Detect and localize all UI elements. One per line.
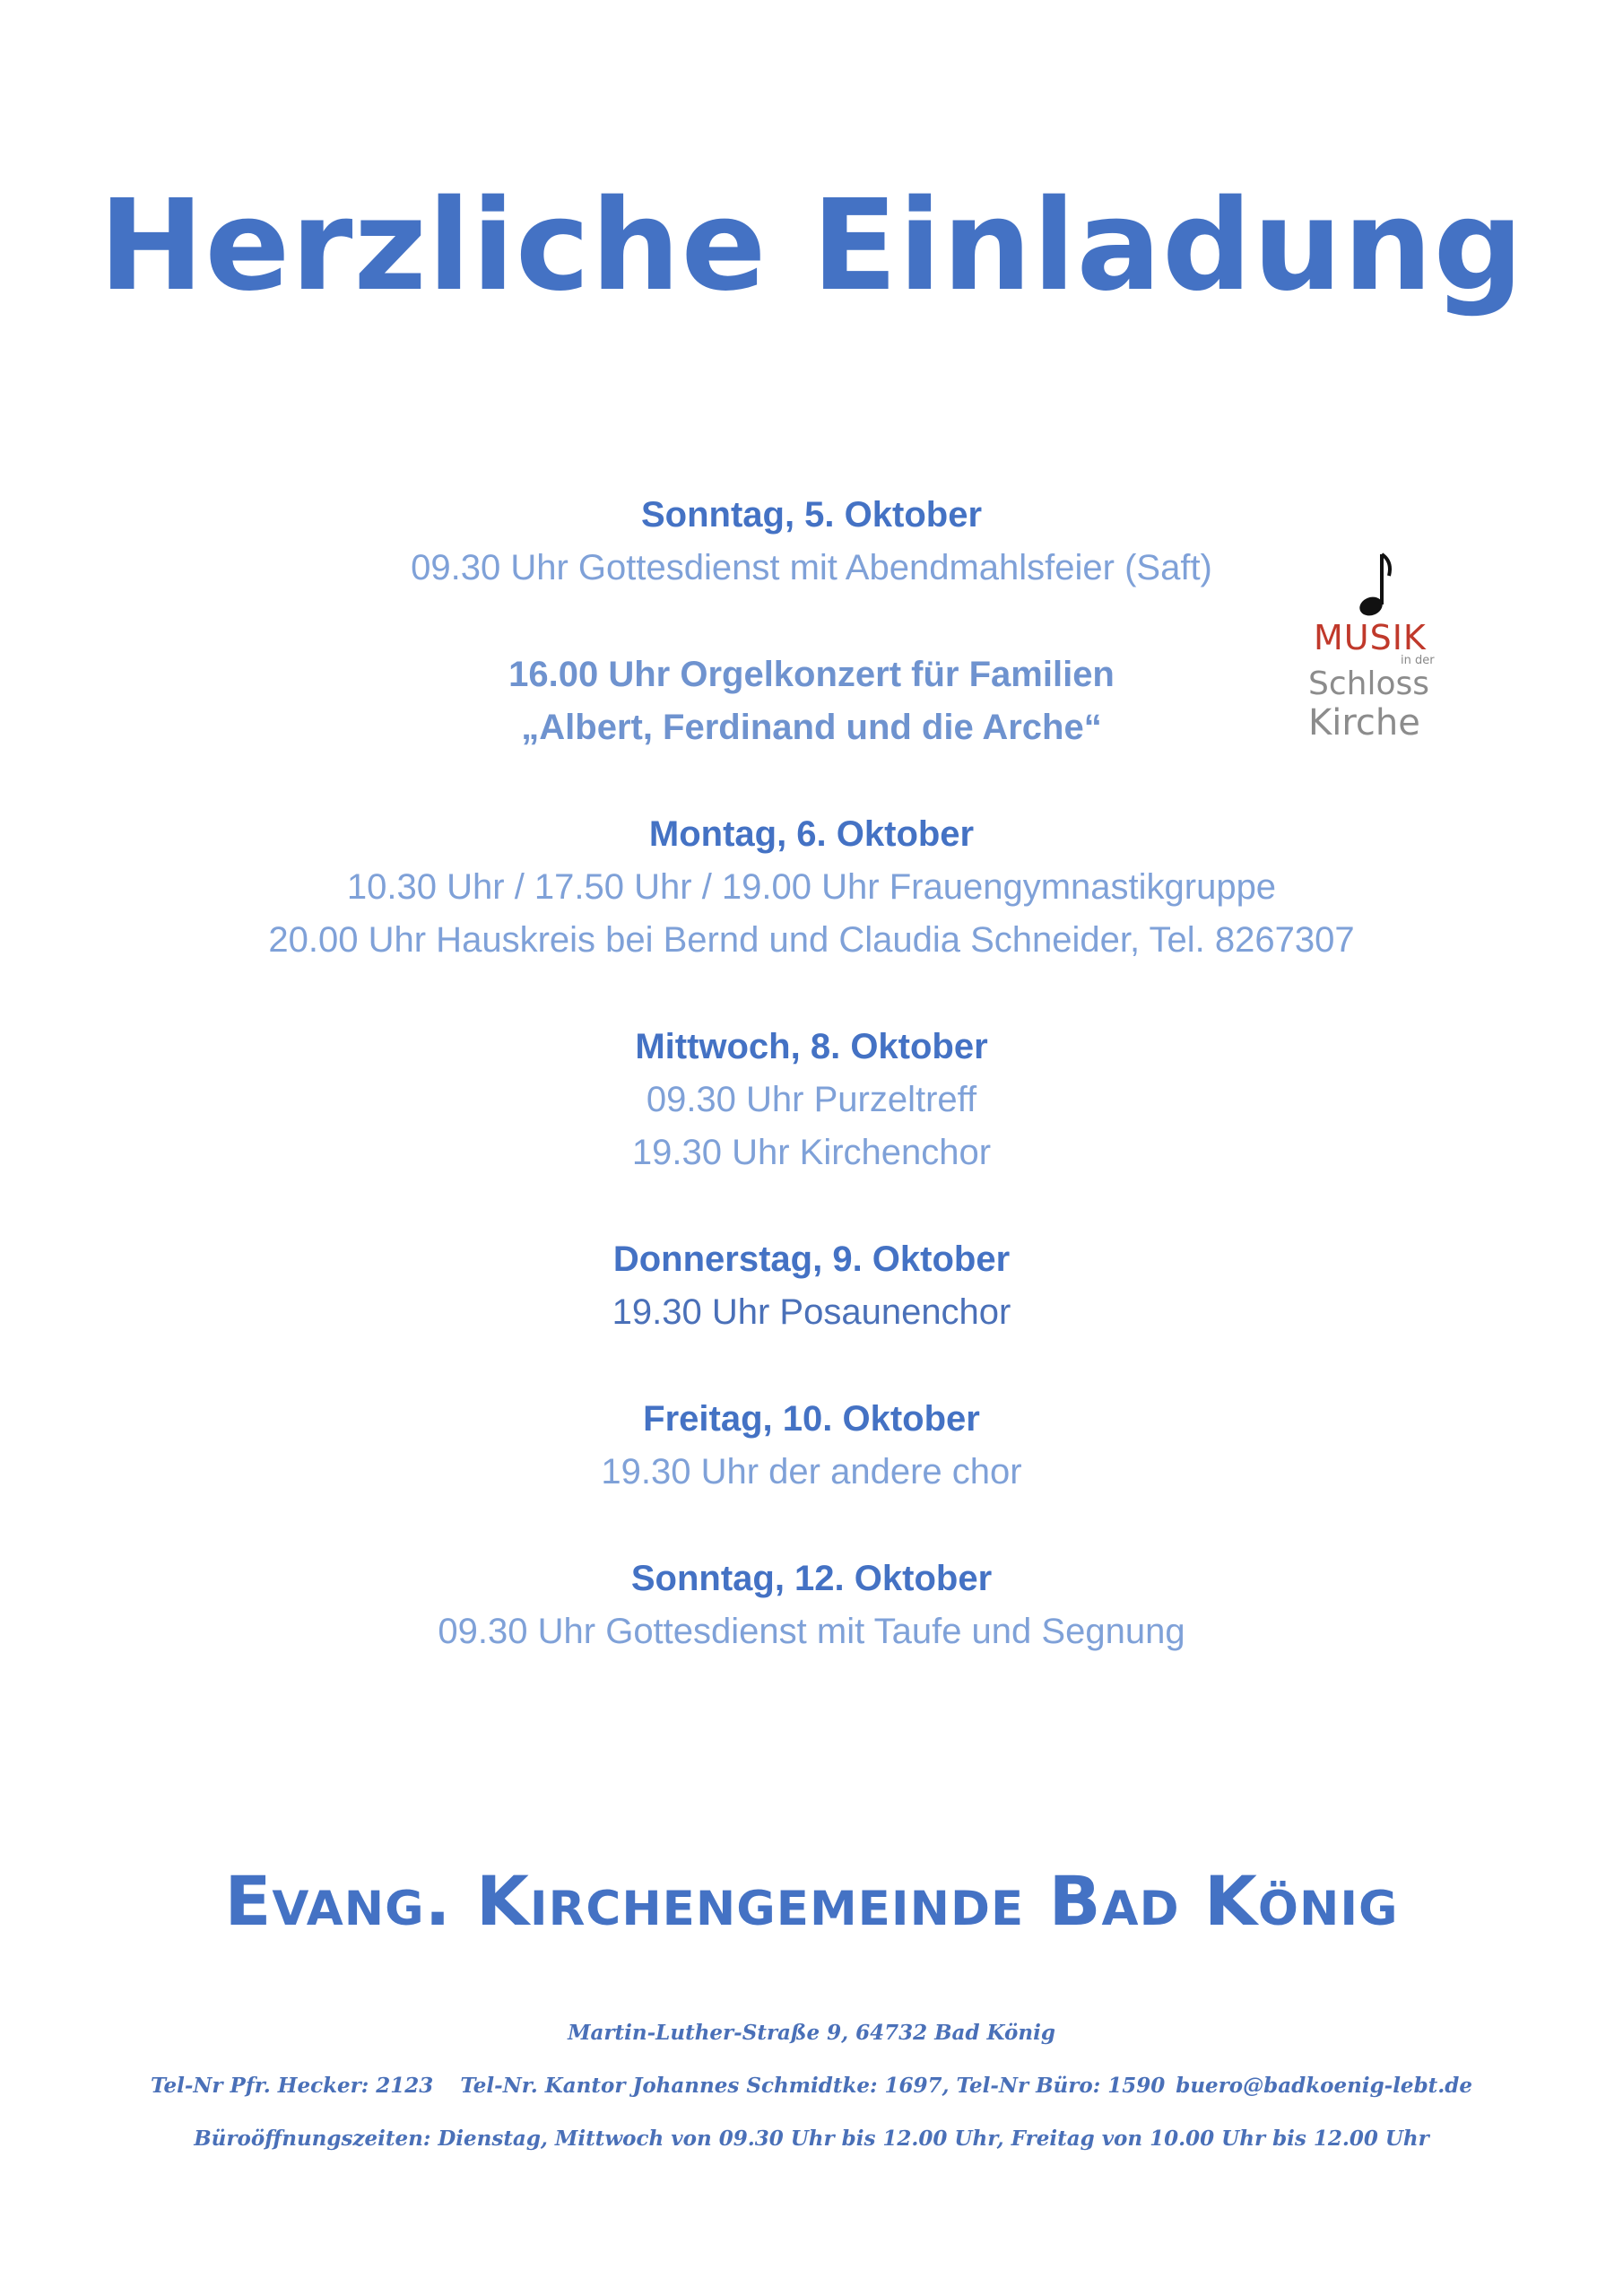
schedule-day-3 bbox=[0, 1021, 1623, 1179]
event-line: 19.30 Uhr Posaunenchor bbox=[612, 1292, 1011, 1332]
logo-kirche-text: Kirche bbox=[1308, 702, 1420, 744]
organization-name: Evang. Kirchengemeinde Bad König bbox=[224, 1861, 1399, 1941]
event-line: 20.00 Uhr Hauskreis bei Bernd und Claudia Schneider, Tel. 8267307 bbox=[268, 920, 1355, 960]
schedule-day-5 bbox=[0, 1393, 1623, 1499]
day-heading: Mittwoch, 8. Oktober bbox=[635, 1027, 988, 1066]
event-line: 19.30 Uhr der andere chor bbox=[601, 1452, 1022, 1492]
event-line: 09.30 Uhr Gottesdienst mit Abendmahlsfeier (Saft) bbox=[411, 548, 1212, 587]
day-heading: Donnerstag, 9. Oktober bbox=[612, 1239, 1011, 1279]
office-hours-line: Büroöffnungszeiten: Dienstag, Mittwoch von 09.30 Uhr bis 12.00 Uhr, Freitag von 10.00 Uhr bis 12.00 Uhr bbox=[194, 2126, 1429, 2151]
day-heading: Montag, 6. Oktober bbox=[648, 814, 975, 854]
event-line: 09.30 Uhr Purzeltreff bbox=[646, 1080, 977, 1119]
event-line: „Albert, Ferdinand und die Arche“ bbox=[521, 708, 1102, 747]
event-line: 19.30 Uhr Kirchenchor bbox=[631, 1133, 992, 1172]
event-line: 16.00 Uhr Orgelkonzert für Familien bbox=[508, 655, 1115, 694]
phone-line bbox=[0, 2073, 1623, 2100]
schedule-day-6 bbox=[0, 1552, 1623, 1658]
event-line: 10.30 Uhr / 17.50 Uhr / 19.00 Uhr Frauengymnastikgruppe bbox=[346, 867, 1277, 907]
phone-pastor: Tel-Nr Pfr. Hecker: 2123 bbox=[150, 2074, 434, 2098]
contact-footer bbox=[0, 2020, 1623, 2179]
day-heading: Sonntag, 12. Oktober bbox=[630, 1559, 993, 1598]
email-link[interactable]: buero@badkoenig-lebt.de bbox=[1176, 2074, 1472, 2098]
logo-musik-text: MUSIK bbox=[1314, 618, 1427, 657]
page-title: Herzliche Einladung bbox=[99, 173, 1524, 319]
day-heading: Freitag, 10. Oktober bbox=[643, 1399, 980, 1439]
music-note-icon bbox=[1348, 549, 1402, 621]
address-line: Martin-Luther-Straße 9, 64732 Bad König bbox=[568, 2021, 1055, 2045]
phone-cantor-office: Tel-Nr. Kantor Johannes Schmidtke: 1697, Tel-Nr Büro: 1590 bbox=[460, 2074, 1166, 2098]
logo-in-der-text: in der bbox=[1401, 654, 1435, 667]
day-heading: Sonntag, 5. Oktober bbox=[640, 495, 983, 535]
schedule-day-2 bbox=[0, 808, 1623, 967]
musik-schlosskirche-logo bbox=[1305, 549, 1448, 755]
logo-schloss-text: Schloss bbox=[1308, 665, 1429, 702]
event-line: 09.30 Uhr Gottesdienst mit Taufe und Segnung bbox=[438, 1612, 1185, 1651]
schedule-day-4 bbox=[0, 1233, 1623, 1339]
